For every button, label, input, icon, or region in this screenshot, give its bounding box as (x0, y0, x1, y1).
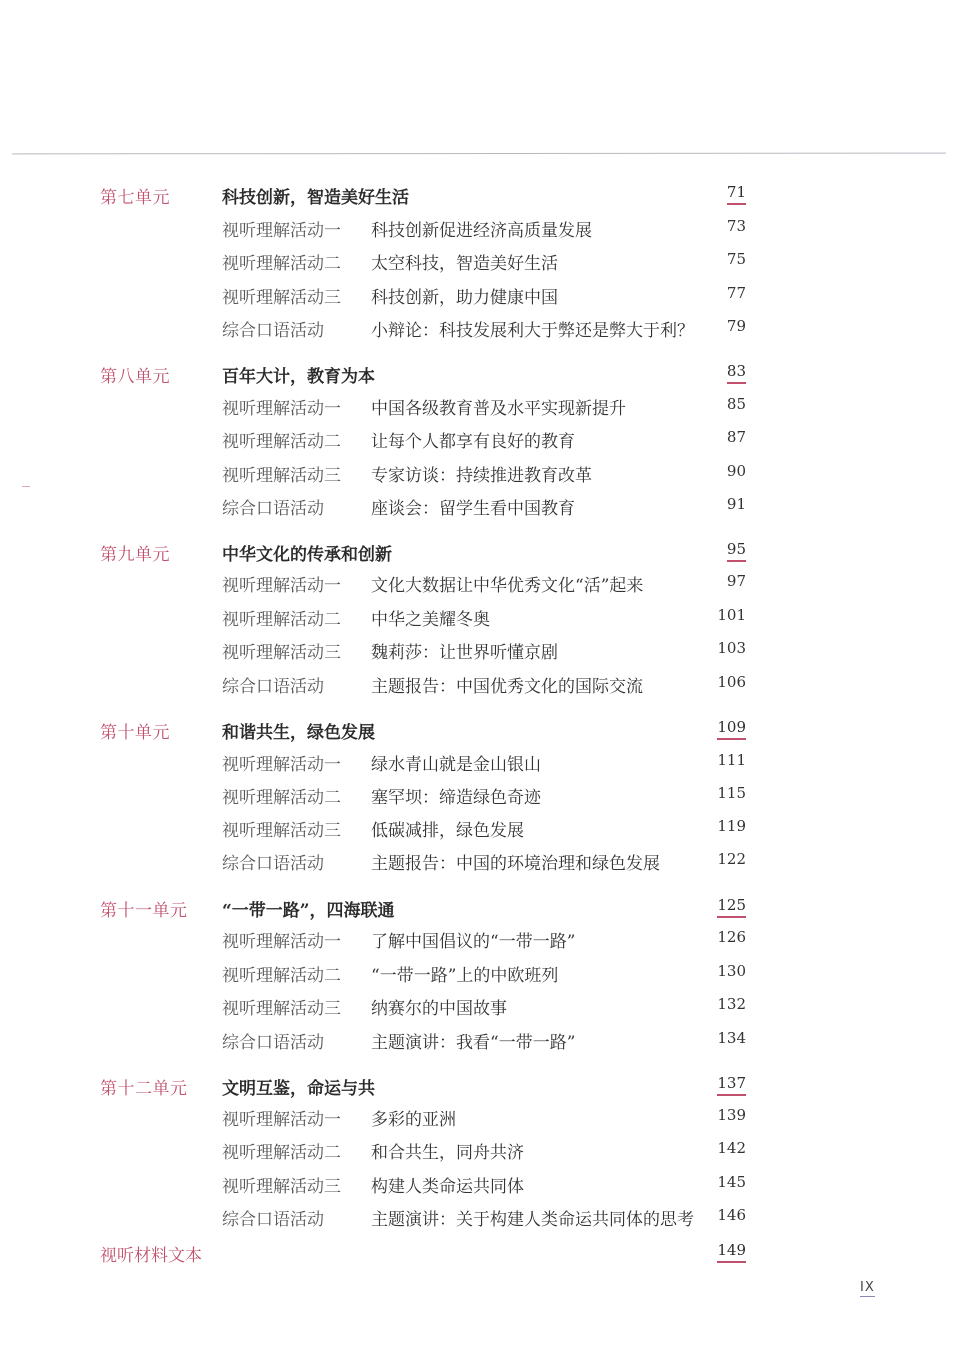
entry-type: 视听理解活动三 (222, 643, 341, 663)
entry-title: 和合共生，同舟共济 (371, 1143, 524, 1163)
toc-entry[interactable] (0, 494, 960, 518)
entry-type: 视听理解活动二 (222, 432, 341, 452)
toc-entry[interactable] (0, 1172, 960, 1196)
entry-page-number: 119 (717, 817, 746, 835)
entry-page-number: 77 (726, 284, 746, 302)
toc-entry[interactable] (0, 638, 960, 662)
appendix-label[interactable]: 视听材料文本 (100, 1246, 202, 1266)
entry-type: 视听理解活动一 (222, 1110, 341, 1130)
entry-title: 魏莉莎：让世界听懂京剧 (371, 643, 558, 663)
entry-type: 视听理解活动一 (222, 221, 341, 241)
entry-page-number: 106 (717, 673, 746, 691)
entry-page-number: 134 (717, 1029, 746, 1047)
entry-page-number: 73 (726, 217, 746, 235)
unit-label: 第七单元 (100, 188, 170, 208)
toc-entry[interactable] (0, 316, 960, 340)
entry-page-number: 79 (726, 317, 746, 335)
entry-type: 视听理解活动二 (222, 254, 341, 274)
entry-type: 视听理解活动三 (222, 821, 341, 841)
entry-page-number: 97 (726, 572, 746, 590)
entry-page-number: 142 (717, 1139, 746, 1157)
entry-page-number: 101 (717, 606, 746, 624)
entry-page-number: 145 (717, 1173, 746, 1191)
entry-type: 综合口语活动 (222, 1210, 324, 1230)
toc-entry[interactable] (0, 571, 960, 595)
entry-title: 绿水青山就是金山银山 (371, 755, 541, 775)
entry-title: 主题报告：中国的环境治理和绿色发展 (371, 854, 660, 874)
entry-type: 视听理解活动三 (222, 999, 341, 1019)
entry-type: 综合口语活动 (222, 321, 324, 341)
entry-page-number: 85 (726, 395, 746, 413)
unit-title[interactable]: 百年大计，教育为本 (222, 367, 375, 387)
entry-title: 科技创新促进经济高质量发展 (371, 221, 592, 241)
entry-title: 了解中国倡议的“一带一路” (371, 932, 576, 952)
toc-entry[interactable] (0, 816, 960, 840)
margin-mark (22, 486, 30, 487)
toc-entry[interactable] (0, 216, 960, 240)
appendix-page-number[interactable]: 149 (717, 1241, 746, 1263)
entry-type: 视听理解活动二 (222, 1143, 341, 1163)
unit-label: 第九单元 (100, 545, 170, 565)
entry-type: 综合口语活动 (222, 499, 324, 519)
unit-page-number[interactable]: 109 (717, 718, 746, 740)
entry-title: 中华之美耀冬奥 (371, 610, 490, 630)
toc-entry[interactable] (0, 461, 960, 485)
entry-title: 主题报告：中国优秀文化的国际交流 (371, 677, 643, 697)
entry-page-number: 103 (717, 639, 746, 657)
entry-type: 综合口语活动 (222, 677, 324, 697)
entry-type: 视听理解活动二 (222, 788, 341, 808)
entry-title: 构建人类命运共同体 (371, 1177, 524, 1197)
entry-type: 视听理解活动一 (222, 576, 341, 596)
toc-entry[interactable] (0, 427, 960, 451)
entry-type: 视听理解活动三 (222, 1177, 341, 1197)
entry-type: 视听理解活动一 (222, 399, 341, 419)
entry-title: 多彩的亚洲 (371, 1110, 456, 1130)
toc-entry[interactable] (0, 249, 960, 273)
entry-page-number: 132 (717, 995, 746, 1013)
unit-page-number[interactable]: 95 (727, 540, 746, 562)
toc-entry[interactable] (0, 1028, 960, 1052)
entry-title: 小辩论：科技发展利大于弊还是弊大于利？ (371, 321, 694, 341)
unit-title[interactable]: 文明互鉴，命运与共 (222, 1079, 375, 1099)
entry-type: 综合口语活动 (222, 1033, 324, 1053)
entry-page-number: 139 (717, 1106, 746, 1124)
page-folio: IX (860, 1280, 875, 1295)
toc-entry[interactable] (0, 961, 960, 985)
entry-page-number: 122 (717, 850, 746, 868)
unit-page-number[interactable]: 125 (717, 896, 746, 918)
unit-title[interactable]: 科技创新，智造美好生活 (222, 188, 409, 208)
toc-entry[interactable] (0, 283, 960, 307)
header-rule (12, 153, 946, 155)
entry-title: “一带一路”上的中欧班列 (371, 966, 559, 986)
entry-title: 塞罕坝：缔造绿色奇迹 (371, 788, 541, 808)
entry-type: 视听理解活动一 (222, 932, 341, 952)
toc-entry[interactable] (0, 394, 960, 418)
toc-entry[interactable] (0, 927, 960, 951)
entry-title: 主题演讲：我看“一带一路” (371, 1033, 576, 1053)
entry-type: 综合口语活动 (222, 854, 324, 874)
entry-title: 文化大数据让中华优秀文化“活”起来 (371, 576, 644, 596)
entry-title: 纳赛尔的中国故事 (371, 999, 507, 1019)
toc-entry[interactable] (0, 1205, 960, 1229)
unit-page-number[interactable]: 137 (717, 1074, 746, 1096)
entry-title: 专家访谈：持续推进教育改革 (371, 466, 592, 486)
toc-entry[interactable] (0, 994, 960, 1018)
entry-title: 低碳减排，绿色发展 (371, 821, 524, 841)
unit-title[interactable]: 中华文化的传承和创新 (222, 545, 392, 565)
entry-type: 视听理解活动二 (222, 610, 341, 630)
unit-page-number[interactable]: 83 (727, 362, 746, 384)
toc-entry[interactable] (0, 783, 960, 807)
entry-page-number: 146 (717, 1206, 746, 1224)
entry-type: 视听理解活动一 (222, 755, 341, 775)
entry-title: 太空科技，智造美好生活 (371, 254, 558, 274)
entry-page-number: 87 (726, 428, 746, 446)
toc-entry[interactable] (0, 672, 960, 696)
unit-title[interactable]: 和谐共生，绿色发展 (222, 723, 375, 743)
toc-entry[interactable] (0, 1138, 960, 1162)
unit-label: 第八单元 (100, 367, 170, 387)
toc-entry[interactable] (0, 1105, 960, 1129)
toc-entry[interactable] (0, 605, 960, 629)
entry-page-number: 75 (726, 250, 746, 268)
toc-entry[interactable] (0, 849, 960, 873)
entry-page-number: 130 (717, 962, 746, 980)
entry-page-number: 126 (717, 928, 746, 946)
entry-title: 科技创新，助力健康中国 (371, 288, 558, 308)
entry-type: 视听理解活动三 (222, 466, 341, 486)
unit-page-number[interactable]: 71 (727, 183, 746, 205)
entry-page-number: 91 (726, 495, 746, 513)
entry-page-number: 111 (717, 751, 746, 769)
entry-title: 中国各级教育普及水平实现新提升 (371, 399, 626, 419)
entry-page-number: 90 (726, 462, 746, 480)
entry-type: 视听理解活动二 (222, 966, 341, 986)
entry-type: 视听理解活动三 (222, 288, 341, 308)
unit-label: 第十一单元 (100, 901, 188, 921)
unit-title[interactable]: “一带一路”，四海联通 (222, 901, 395, 921)
unit-label: 第十单元 (100, 723, 170, 743)
unit-label: 第十二单元 (100, 1079, 188, 1099)
entry-title: 主题演讲：关于构建人类命运共同体的思考 (371, 1210, 694, 1230)
entry-title: 让每个人都享有良好的教育 (371, 432, 575, 452)
entry-title: 座谈会：留学生看中国教育 (371, 499, 575, 519)
toc-entry[interactable] (0, 750, 960, 774)
entry-page-number: 115 (717, 784, 746, 802)
